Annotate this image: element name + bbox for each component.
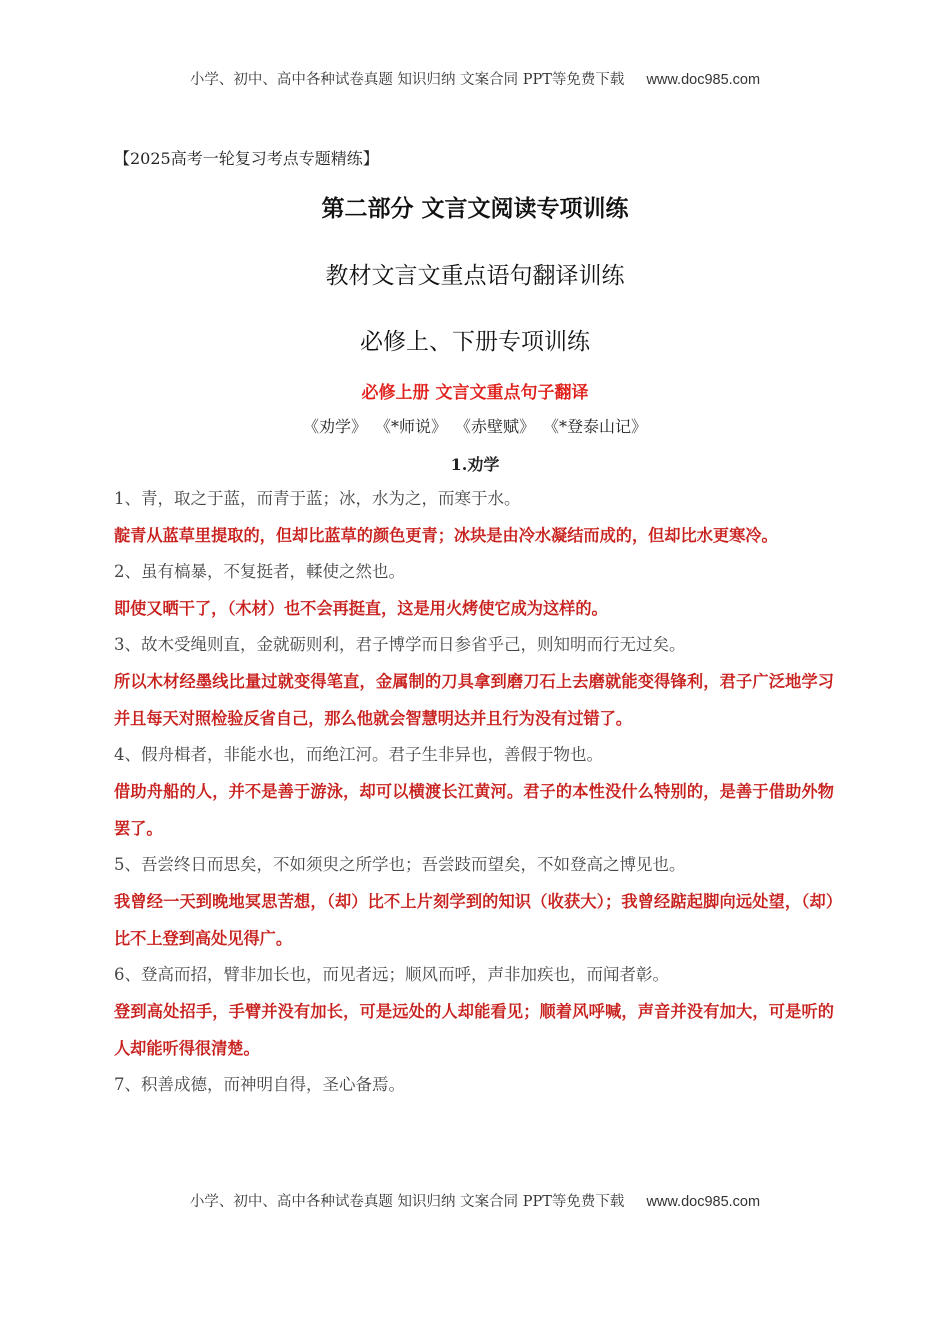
header-site: www.doc985.com — [646, 72, 761, 88]
page-header — [0, 68, 950, 89]
translation: 即使又晒干了，（木材）也不会再挺直，这是用火烤使它成为这样的。 — [114, 599, 608, 618]
footer-site: www.doc985.com — [646, 1194, 761, 1210]
source-sentence: 2、虽有槁暴，不复挺者，輮使之然也。 — [114, 562, 405, 581]
sub-title: 教材文言文重点语句翻译训练 — [325, 263, 625, 289]
work-item: 《赤壁赋》 — [463, 417, 536, 436]
translation: 借助舟船的人，并不是善于游泳，却可以横渡长江黄河。君子的本性没什么特别的，是善于借助外物罢了。 — [114, 782, 834, 838]
translation: 所以木材经墨线比量过就变得笔直，金属制的刀具拿到磨刀石上去磨就能变得锋利，君子广泛地学习并且每天对照检验反省自己，那么他就会智慧明达并且行为没有过错了。 — [114, 672, 834, 728]
source-sentence: 5、吾尝终日而思矣，不如须臾之所学也；吾尝跂而望矣，不如登高之博见也。 — [114, 855, 686, 874]
source-sentence: 3、故木受绳则直，金就砺则利，君子博学而日参省乎己，则知明而行无过矣。 — [114, 635, 686, 654]
translation: 靛青从蓝草里提取的，但却比蓝草的颜色更青；冰块是由冷水凝结而成的，但却比水更寒冷。 — [114, 526, 778, 545]
source-sentence: 6、登高而招，臂非加长也，而见者远；顺风而呼，声非加疾也，而闻者彰。 — [114, 965, 669, 984]
header-text: 小学、初中、高中各种试卷真题 知识归纳 文案合同 PPT等免费下载 — [189, 72, 625, 88]
part-title: 必修上、下册专项训练 — [360, 329, 590, 355]
lesson-title: 1.劝学 — [450, 455, 500, 474]
main-title: 第二部分 文言文阅读专项训练 — [321, 196, 629, 222]
works-list — [0, 414, 950, 437]
section-title: 必修上册 文言文重点句子翻译 — [361, 383, 589, 403]
source-sentence: 7、积善成德，而神明自得，圣心备焉。 — [114, 1075, 405, 1094]
footer-text: 小学、初中、高中各种试卷真题 知识归纳 文案合同 PPT等免费下载 — [189, 1194, 625, 1210]
sentence-list — [114, 481, 834, 1103]
translation: 登到高处招手，手臂并没有加长，可是远处的人却能看见；顺着风呼喊，声音并没有加大，可是听的人却能听得很清楚。 — [114, 1002, 834, 1058]
translation: 我曾经一天到晚地冥思苦想，（却）比不上片刻学到的知识（收获大）；我曾经踮起脚向远处望，（却）比不上登到高处见得广。 — [114, 892, 834, 948]
page-footer — [0, 1190, 950, 1211]
source-sentence: 4、假舟楫者，非能水也，而绝江河。君子生非异也，善假于物也。 — [114, 745, 603, 764]
work-item: 《*登泰山记》 — [551, 417, 648, 436]
work-item: 《劝学》 — [302, 417, 367, 436]
work-item: 《*师说》 — [382, 417, 447, 436]
source-sentence: 1、青，取之于蓝，而青于蓝；冰，水为之，而寒于水。 — [114, 489, 521, 508]
series-tag: 【2025高考一轮复习考点专题精练】 — [114, 149, 379, 168]
